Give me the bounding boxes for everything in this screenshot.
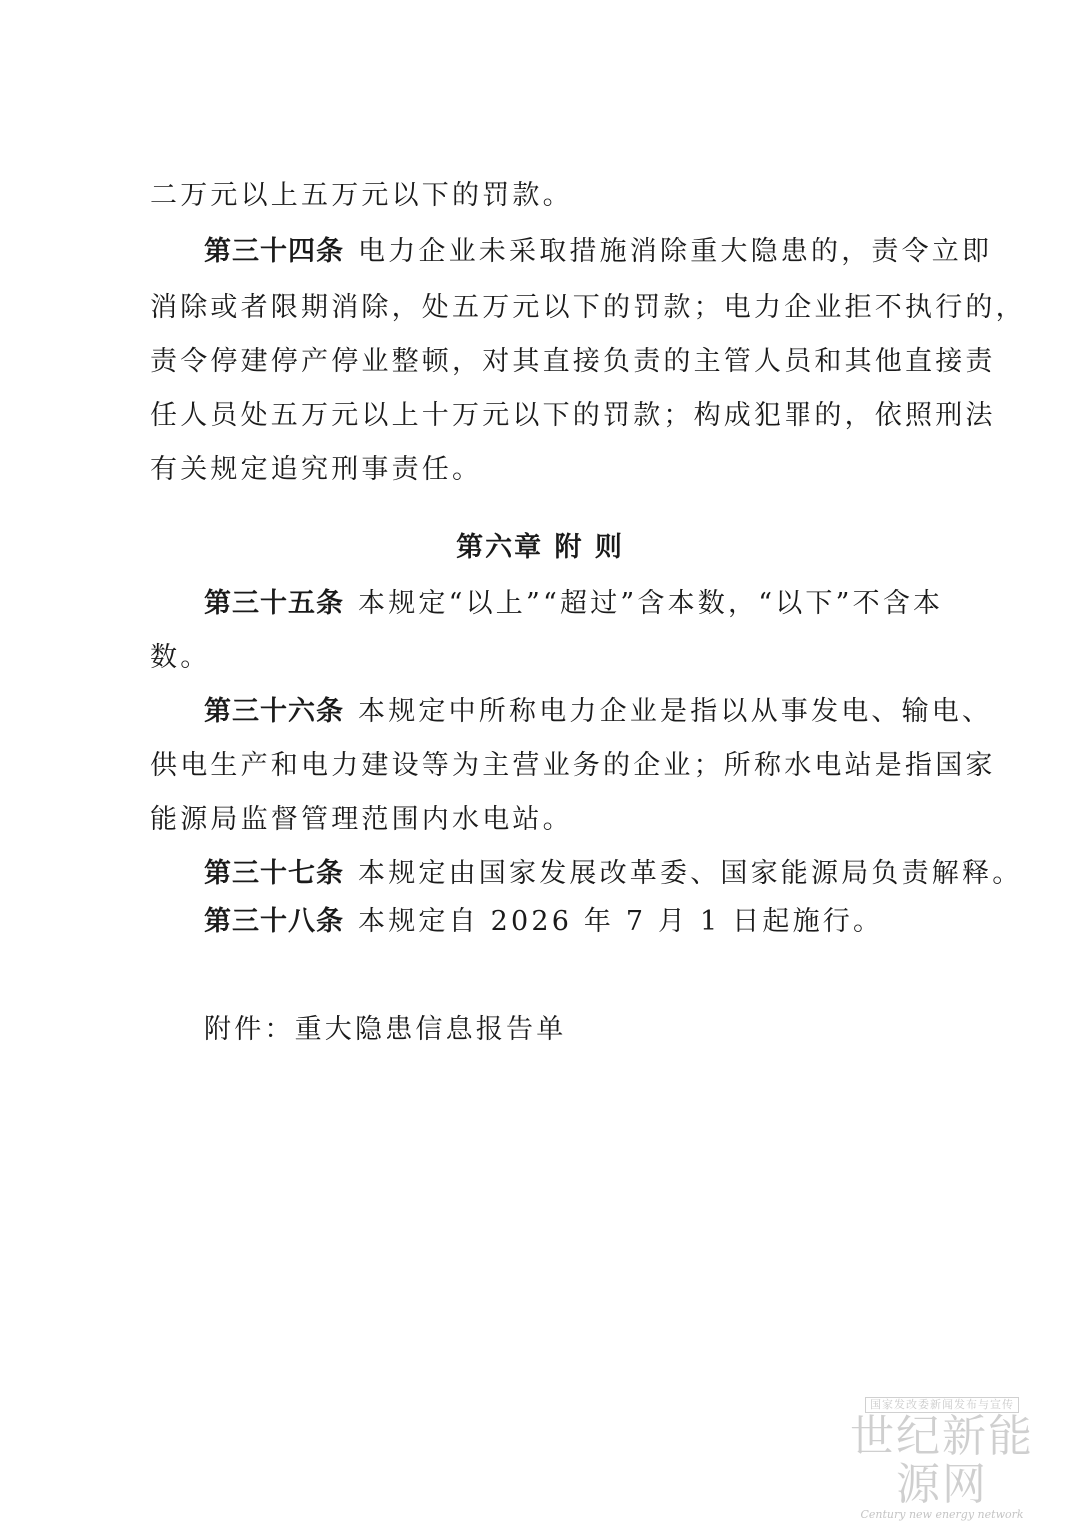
article-34-line-4	[150, 398, 996, 434]
paragraph-text: 有关规定追究刑事责任。	[150, 454, 483, 485]
paragraph-text: 本规定“以上”“超过”含本数，“以下”不含本	[358, 588, 944, 619]
article-34-line-1	[204, 234, 994, 270]
paragraph-text: 本规定自 2026 年 7 月 1 日起施行。	[358, 906, 884, 937]
article-35-line-2	[150, 640, 940, 676]
watermark-logo	[832, 1393, 1052, 1521]
article-36-line-2	[150, 748, 996, 784]
attachment-note: 附件：重大隐患信息报告单	[204, 1014, 567, 1045]
paragraph-text: 消除或者限期消除，处五万元以下的罚款；电力企业拒不执行的，	[150, 292, 1026, 323]
paragraph-text: 二万元以上五万元以下的罚款。	[150, 180, 573, 211]
paragraph-text: 能源局监督管理范围内水电站。	[150, 804, 573, 835]
paragraph-text: 责令停建停产停业整顿，对其直接负责的主管人员和其他直接责	[150, 346, 996, 377]
article-38-title: 第三十八条	[204, 906, 344, 937]
paragraph-text: 本规定中所称电力企业是指以从事发电、输电、	[358, 696, 993, 727]
article-34-line-3	[150, 344, 996, 380]
article-34-title: 第三十四条	[204, 236, 344, 267]
paragraph-text: 数。	[150, 642, 211, 673]
watermark-sub-text: Century new energy network	[860, 1508, 1024, 1521]
article-34-line-2	[150, 290, 1026, 326]
article-38-line-1	[204, 904, 994, 940]
paragraph-text: 供电生产和电力建设等为主营业务的企业；所称水电站是指国家	[150, 750, 996, 781]
watermark-top-text: 国家发改委新闻发布与宣传	[865, 1397, 1019, 1413]
article-36-line-3	[150, 802, 940, 838]
article-36-line-1	[204, 694, 994, 730]
watermark-main-text: 世纪新能源网	[850, 1411, 1034, 1510]
article-36-title: 第三十六条	[204, 696, 344, 727]
chapter-heading: 第六章 附 则	[456, 532, 624, 563]
article-37-title: 第三十七条	[204, 858, 344, 889]
paragraph-text: 任人员处五万元以上十万元以下的罚款；构成犯罪的，依照刑法	[150, 400, 996, 431]
text-line	[150, 178, 940, 214]
article-37-line-1	[204, 856, 1023, 892]
paragraph-text: 电力企业未采取措施消除重大隐患的，责令立即	[358, 236, 993, 267]
article-35-title: 第三十五条	[204, 588, 344, 619]
paragraph-text: 本规定由国家发展改革委、国家能源局负责解释。	[358, 858, 1023, 889]
article-34-line-5	[150, 452, 940, 488]
article-35-line-1	[204, 586, 994, 622]
